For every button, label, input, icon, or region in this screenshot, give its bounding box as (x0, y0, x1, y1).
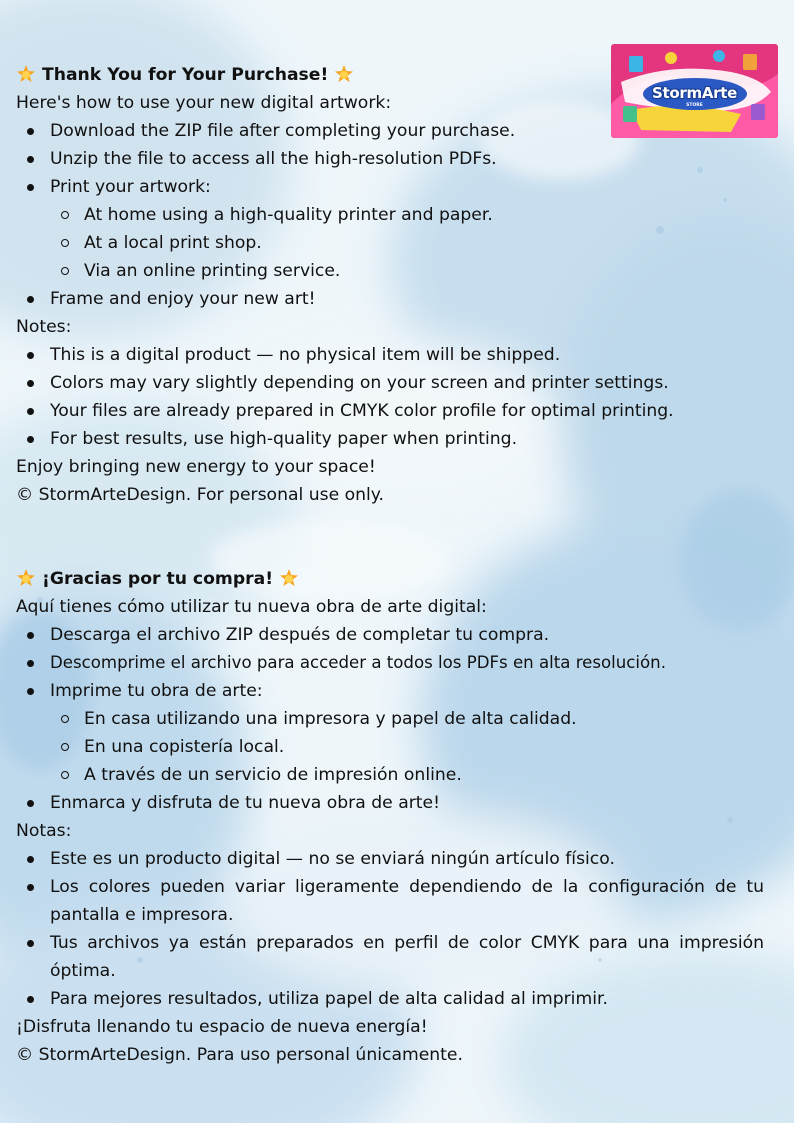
english-print-options (50, 201, 764, 285)
list-item-label: Print your artwork: (50, 177, 211, 197)
list-item: A través de un servicio de impresión online. (50, 761, 764, 789)
list-item: Enmarca y disfruta de tu nueva obra de arte! (16, 789, 764, 817)
list-item: Frame and enjoy your new art! (16, 285, 764, 313)
list-item: For best results, use high-quality paper when printing. (16, 425, 764, 453)
english-closing: Enjoy bringing new energy to your space! (16, 457, 376, 477)
list-item: En una copistería local. (50, 733, 764, 761)
sun-icon (16, 65, 36, 85)
spanish-steps (16, 621, 764, 817)
list-item: At a local print shop. (50, 229, 764, 257)
english-copyright: © StormArteDesign. For personal use only. (16, 485, 384, 505)
list-item: Your files are already prepared in CMYK color profile for optimal printing. (16, 397, 764, 425)
list-item (16, 677, 764, 789)
sun-icon (16, 569, 36, 589)
stormarte-logo (611, 44, 778, 138)
list-item: Para mejores resultados, utiliza papel de alta calidad al imprimir. (16, 985, 764, 1013)
list-item: Via an online printing service. (50, 257, 764, 285)
list-item: This is a digital product — no physical item will be shipped. (16, 341, 764, 369)
spanish-print-options (50, 705, 764, 789)
sun-icon (279, 569, 299, 589)
english-notes-label: Notes: (16, 317, 72, 337)
list-item: Tus archivos ya están preparados en perfil de color CMYK para una impresión óptima. (16, 929, 764, 985)
spanish-section (16, 565, 764, 1069)
list-item: Descomprime el archivo para acceder a todos los PDFs en alta resolución. (16, 649, 764, 677)
sun-icon (334, 65, 354, 85)
list-item: En casa utilizando una impresora y papel de alta calidad. (50, 705, 764, 733)
spanish-intro: Aquí tienes cómo utilizar tu nueva obra de arte digital: (16, 597, 487, 617)
spanish-notes-label: Notas: (16, 821, 72, 841)
english-steps (16, 117, 764, 313)
list-item: Unzip the file to access all the high-resolution PDFs. (16, 145, 764, 173)
spanish-closing: ¡Disfruta llenando tu espacio de nueva energía! (16, 1017, 428, 1037)
english-title: Thank You for Your Purchase! (42, 65, 329, 85)
list-item: Este es un producto digital — no se enviará ningún artículo físico. (16, 845, 764, 873)
list-item (16, 173, 764, 285)
spanish-title-row (16, 565, 764, 593)
list-item: Los colores pueden variar ligeramente dependiendo de la configuración de tu pantalla e impresora. (16, 873, 764, 929)
english-intro: Here's how to use your new digital artwork: (16, 93, 392, 113)
list-item: Descarga el archivo ZIP después de completar tu compra. (16, 621, 764, 649)
english-notes (16, 341, 764, 453)
list-item-label: Imprime tu obra de arte: (50, 681, 263, 701)
logo-brand: StormArte (652, 84, 737, 102)
list-item: At home using a high-quality printer and paper. (50, 201, 764, 229)
spanish-notes (16, 845, 764, 1013)
spanish-title: ¡Gracias por tu compra! (42, 569, 274, 589)
list-item: Colors may vary slightly depending on your screen and printer settings. (16, 369, 764, 397)
spanish-copyright: © StormArteDesign. Para uso personal únicamente. (16, 1045, 463, 1065)
list-item: Download the ZIP file after completing your purchase. (16, 117, 764, 145)
logo-sub: STORE (686, 103, 703, 108)
